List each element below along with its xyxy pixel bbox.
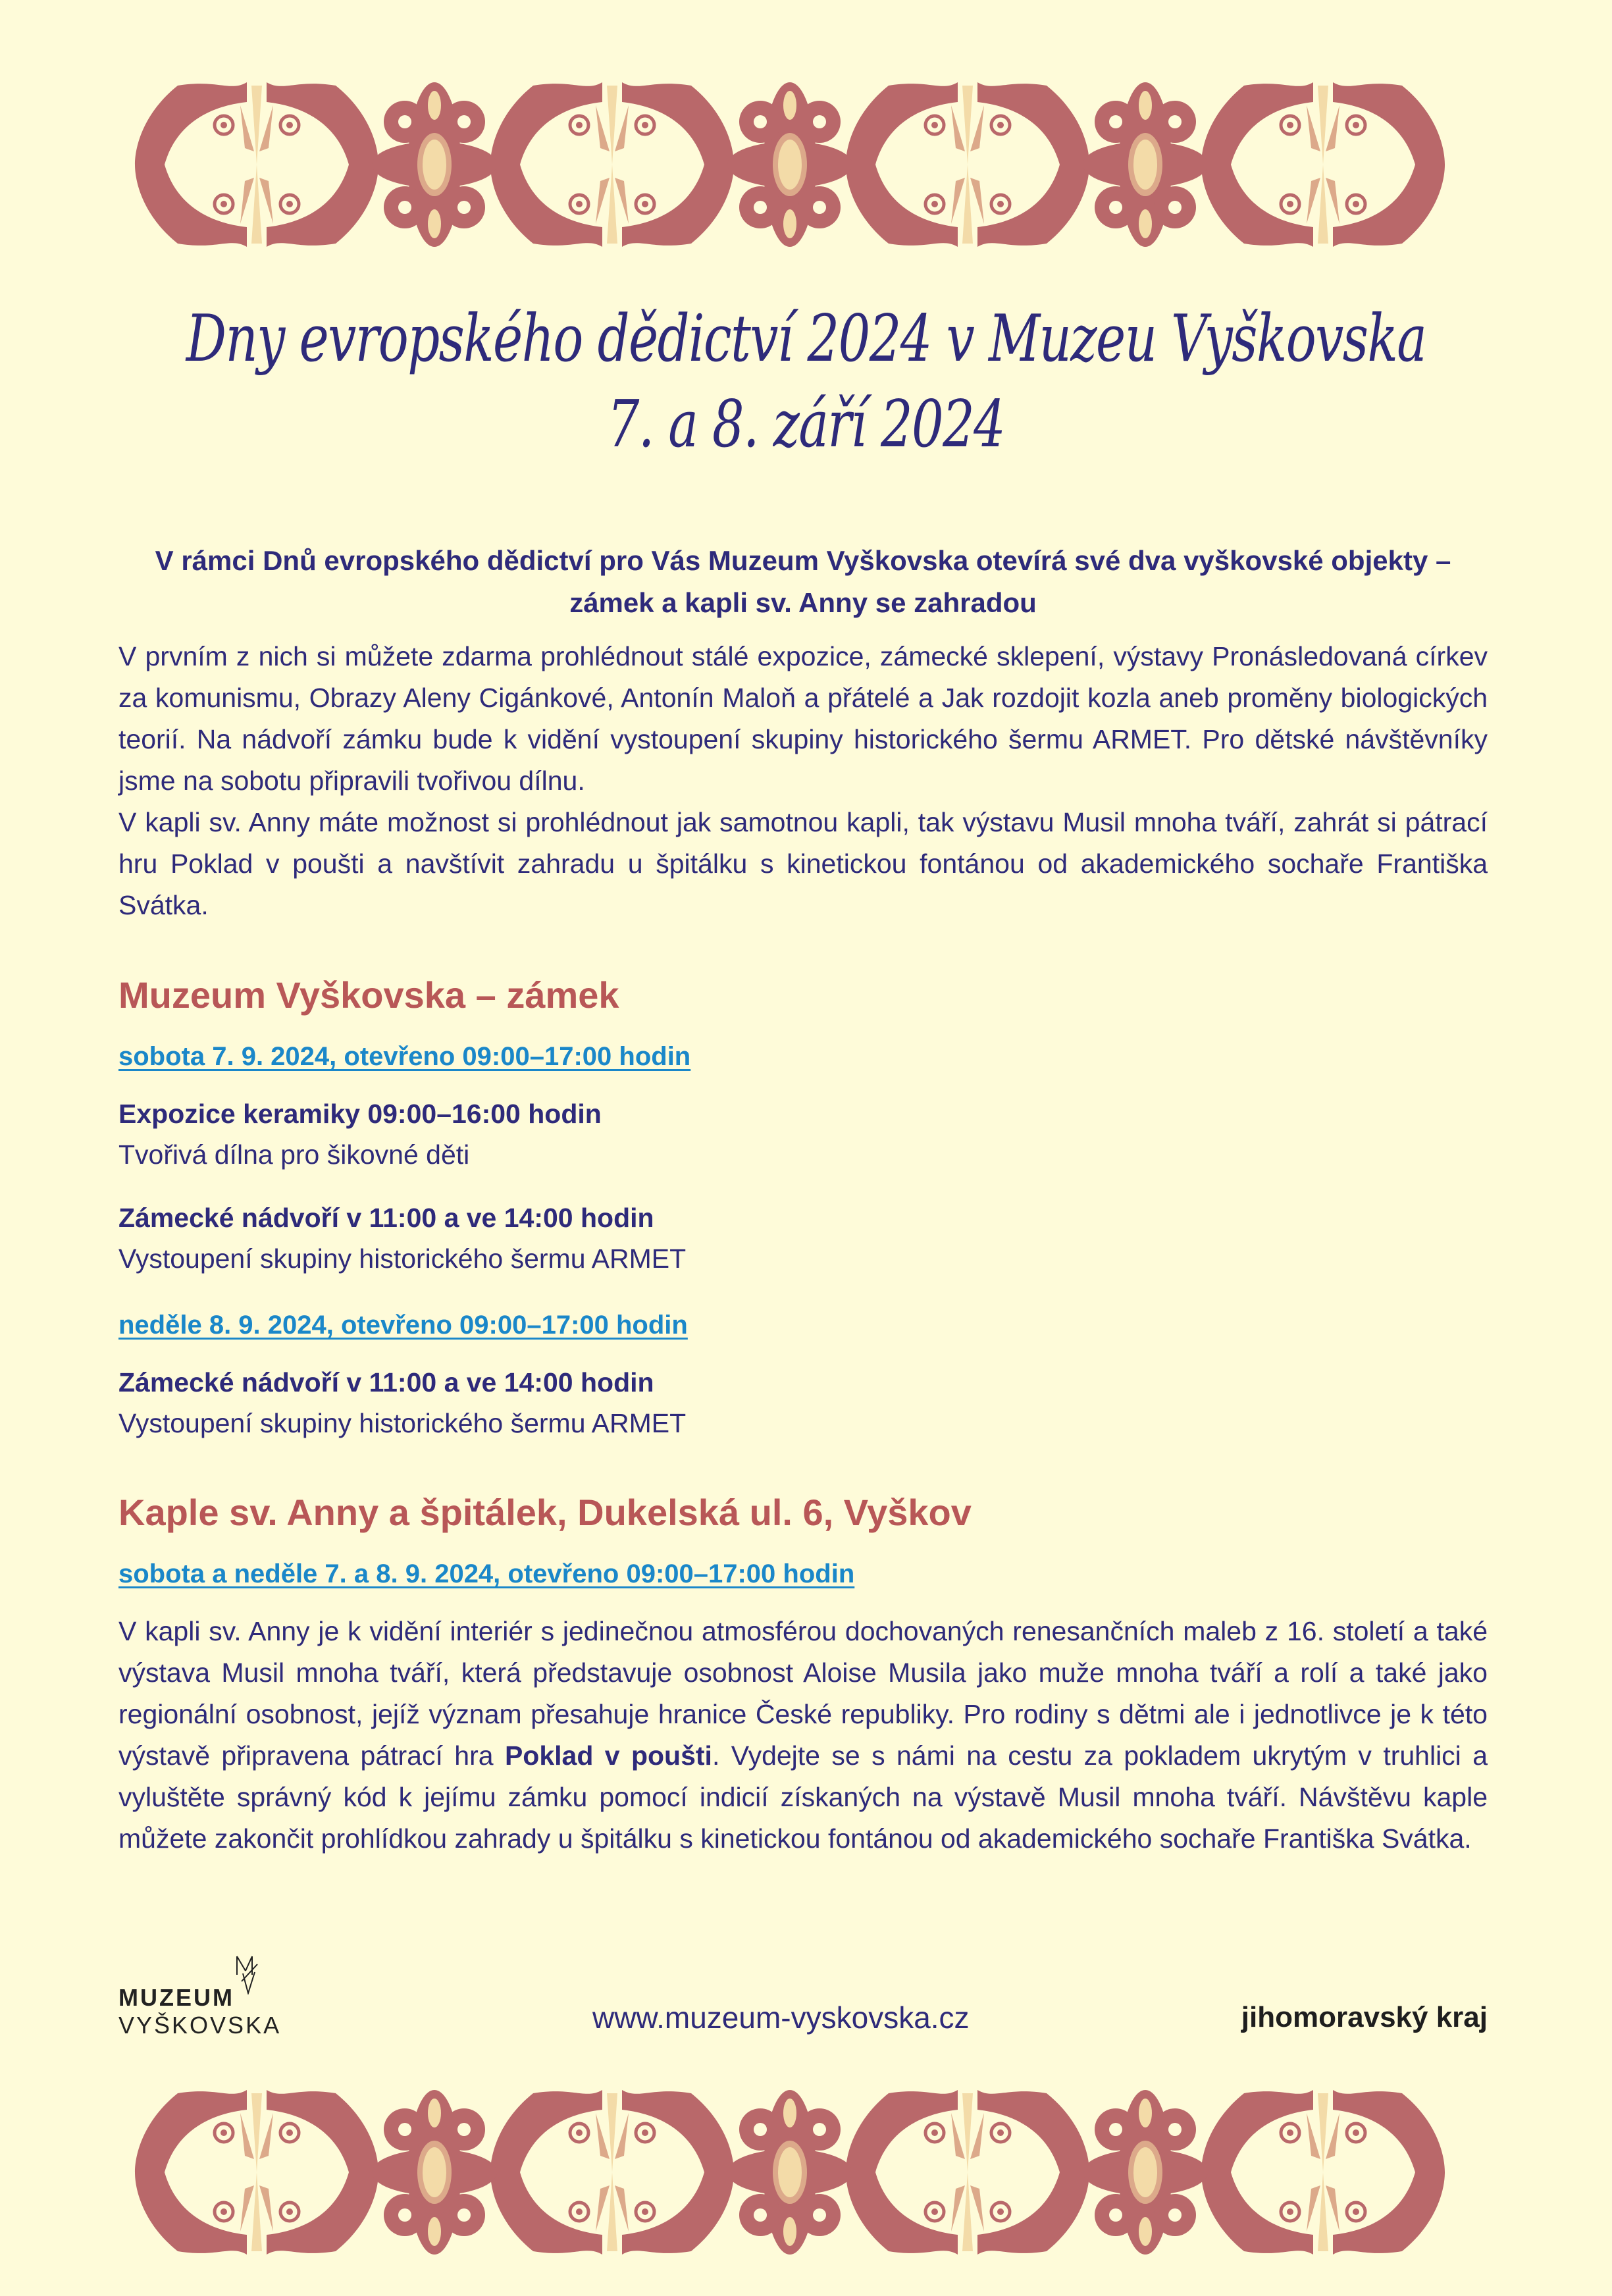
ornament-frame [846,2090,1089,2255]
logo-word-1: MUZEUM [118,1984,234,2011]
date-link-weekend[interactable]: sobota a neděle 7. a 8. 9. 2024, otevřeno 09:00–17:00 hodin [118,1559,855,1588]
event-description: Tvořivá dílna pro šikovné děti [118,1139,470,1170]
event-description: Vystoupení skupiny historického šermu ARMET [118,1243,687,1274]
ornament-flower [727,82,852,247]
ornament-flower [372,82,497,247]
section-heading-zamek: Muzeum Vyškovska – zámek [118,974,619,1016]
ornament-frame [1201,2090,1445,2255]
title-line-1: Dny evropského dědictví 2024 v Muzeu Vyškovska [186,301,1426,377]
ornament-frame [490,2090,734,2255]
logo-word-2: VYŠKOVSKA [118,2012,282,2039]
website-link[interactable]: www.muzeum-vyskovska.cz [592,2000,970,2035]
ornament-flower [727,2090,852,2255]
event-title: Zámecké nádvoří v 11:00 a ve 14:00 hodin [118,1367,654,1397]
event-item [118,1197,1488,1279]
region-logo: jihomoravský kraj [1241,2001,1488,2033]
kaple-text-after: . Vydejte se s námi na cestu za pokladem ukrytým v truhlici a vyluštěte správný kód k jejímu zámku pomocí indicií získaných na výstavě Musil mnoha tváří. Návštěvu kaple můžete zakončit prohlídkou zahrady u špitálku s kinetickou fontánou od akademického sochaře Františka Svátka. [118,1740,1488,1854]
game-name: Poklad v poušti [504,1740,712,1771]
ornament-pattern-icon [99,66,1514,263]
intro-text: V rámci Dnů evropského dědictví pro Vás Muzeum Vyškovska otevírá své dva vyškovské objekty – zámek a kapli sv. Anny se zahradou [155,545,1451,618]
kaple-text-before: V kapli sv. Anny je k vidění interiér s jedinečnou atmosférou dochovaných renesančních maleb z 16. století a také výstava Musil mnoha tváří, která představuje osobnost Aloise Musila jako muže mnoha tváří a rolí a také jako regionální osobnost, jejíž význam přesahuje hranice České republiky. Pro rodiny s dětmi ale i jednotlivce je k této výstavě připravena pátrací hra [118,1616,1488,1771]
ornament-frame [135,2090,378,2255]
paragraph-1: V prvním z nich si můžete zdarma prohlédnout stálé expozice, zámecké sklepení, výstavy Pronásledovaná církev za komunismu, Obrazy Aleny Cigánkové, Antonín Maloň a přátelé a Jak rozdojit kozla aneb proměny biologických teorií. Na nádvoří zámku bude k vidění vystoupení skupiny historického šermu ARMET. Pro dětské návštěvníky jsme na sobotu připravili tvořivou dílnu. [118,641,1488,796]
event-title: Expozice keramiky 09:00–16:00 hodin [118,1099,602,1129]
page-title [0,296,1612,467]
ornament-flower [372,2090,497,2255]
main-content [118,540,1488,1860]
event-description: Vystoupení skupiny historického šermu ARMET [118,1408,687,1438]
ornament-flower [1083,2090,1208,2255]
kaple-description [118,1611,1488,1860]
paragraph-2: V kapli sv. Anny máte možnost si prohlédnout jak samotnou kapli, tak výstavu Musil mnoha tváří, zahrát si pátrací hru Poklad v poušti a navštívit zahradu u špitálku s kinetickou fontánou od akademického sochaře Františka Svátka. [118,807,1488,920]
event-title: Zámecké nádvoří v 11:00 a ve 14:00 hodin [118,1203,654,1233]
footer [118,1948,1488,2047]
museum-logo [118,1948,395,2047]
date-link-sunday[interactable]: neděle 8. 9. 2024, otevřeno 09:00–17:00 hodin [118,1311,688,1340]
event-item [118,1362,1488,1444]
top-ornament-border [0,66,1612,263]
date-link-saturday[interactable]: sobota 7. 9. 2024, otevřeno 09:00–17:00 hodin [118,1042,691,1071]
section-heading-kaple: Kaple sv. Anny a špitálek, Dukelská ul. 6, Vyškov [118,1492,972,1533]
ornament-frame [490,82,734,247]
event-item [118,1093,1488,1175]
ornament-frame [1201,82,1445,247]
title-line-2: 7. a 8. září 2024 [607,387,1005,462]
ornament-frame [846,82,1089,247]
museum-logo-text [118,1984,395,2039]
bottom-ornament-border [0,2074,1612,2271]
ornament-pattern-icon [99,2074,1514,2271]
ornament-frame [135,82,378,247]
ornament-flower [1083,82,1208,247]
